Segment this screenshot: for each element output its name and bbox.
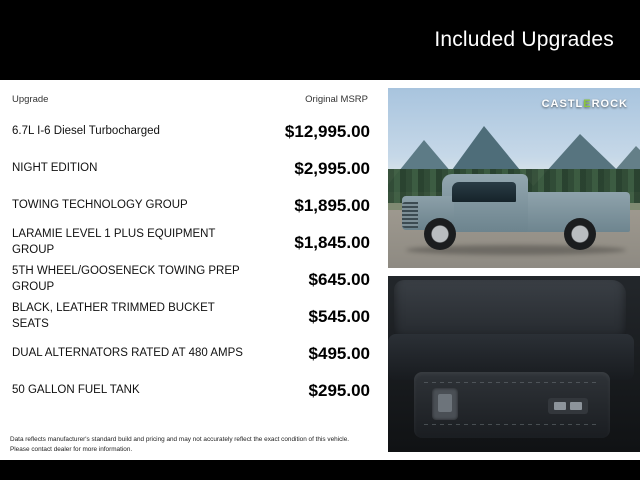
table-row — [10, 372, 376, 409]
truck-wheel — [564, 218, 596, 250]
upgrade-price: $545.00 — [308, 306, 370, 326]
page-content — [0, 80, 640, 460]
watermark-part1: CASTL — [541, 98, 584, 110]
stitch-line — [424, 424, 600, 425]
table-row — [10, 187, 376, 224]
upgrade-label: DUAL ALTERNATORS RATED AT 480 AMPS — [12, 346, 243, 359]
vehicle-exterior-photo — [388, 88, 640, 268]
memory-button — [554, 402, 566, 410]
upgrade-label: 6.7L I-6 Diesel Turbocharged — [12, 124, 160, 137]
upgrade-price: $295.00 — [308, 380, 370, 400]
vehicle-interior-photo — [388, 276, 640, 452]
truck-windows — [452, 182, 516, 202]
table-row — [10, 150, 376, 187]
table-row — [10, 298, 376, 335]
upgrade-price: $1,845.00 — [294, 232, 370, 252]
upgrade-label: BLACK, LEATHER TRIMMED BUCKET SEATS — [12, 301, 215, 330]
upgrades-table — [0, 80, 386, 460]
table-row — [10, 335, 376, 372]
upgrade-label: TOWING TECHNOLOGY GROUP — [12, 198, 188, 211]
column-header-msrp: Original MSRP — [305, 94, 368, 105]
upgrade-label: NIGHT EDITION — [12, 161, 98, 174]
stitch-line — [424, 382, 600, 383]
truck-wheel — [424, 218, 456, 250]
table-row — [10, 261, 376, 298]
upgrade-price: $495.00 — [308, 343, 370, 363]
exterior-scene — [388, 88, 640, 268]
truck-grille — [402, 202, 418, 228]
page-title: Included Upgrades — [434, 28, 614, 51]
watermark-accent: E — [583, 98, 592, 110]
power-seat-control-icon — [432, 388, 458, 420]
page-header — [0, 0, 640, 80]
interior-scene — [388, 276, 640, 452]
truck-illustration — [402, 160, 630, 252]
disclaimer-text: Data reflects manufacturer's standard build and pricing and may not accurately reflect the exact condition of this vehicle. Please contact dealer for more information. — [10, 436, 350, 453]
upgrade-price: $2,995.00 — [294, 158, 370, 178]
table-row — [10, 113, 376, 150]
upgrade-label: 50 GALLON FUEL TANK — [12, 383, 140, 396]
table-row — [10, 224, 376, 261]
seat-memory-buttons — [548, 398, 588, 414]
upgrade-price: $12,995.00 — [284, 121, 370, 141]
upgrade-price: $645.00 — [308, 269, 370, 289]
upgrade-label: LARAMIE LEVEL 1 PLUS EQUIPMENT GROUP — [12, 227, 216, 256]
upgrade-label: 5TH WHEEL/GOOSENECK TOWING PREP GROUP — [12, 264, 240, 293]
footer-bar — [0, 460, 640, 480]
memory-button — [570, 402, 582, 410]
dealer-watermark — [542, 98, 628, 110]
photo-column — [388, 80, 640, 460]
table-header-row — [10, 94, 376, 113]
upgrade-price: $1,895.00 — [294, 195, 370, 215]
watermark-part2: ROCK — [591, 98, 628, 110]
column-header-upgrade: Upgrade — [12, 94, 49, 105]
